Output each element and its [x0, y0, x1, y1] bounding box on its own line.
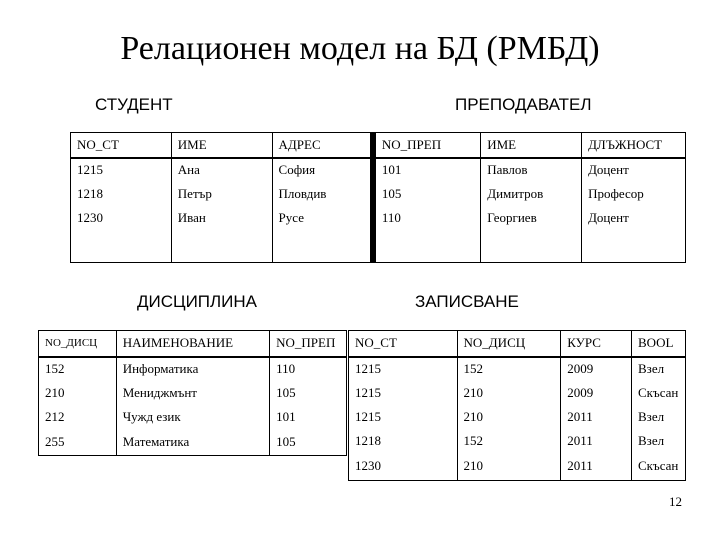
table-cell: 152	[457, 357, 561, 381]
table-cell: 1230	[71, 206, 172, 230]
top-tables	[70, 132, 686, 263]
table-row	[39, 381, 347, 405]
student-col-header: ИМЕ	[171, 133, 272, 158]
student-table-label: СТУДЕНТ	[95, 95, 173, 114]
table-header-row	[39, 331, 347, 357]
table-cell: 212	[39, 405, 117, 429]
enrollment-col-header: NO_ДИСЦ	[457, 331, 561, 357]
table-cell: 2009	[561, 357, 632, 381]
table-row	[349, 429, 686, 453]
table-row	[71, 230, 686, 263]
table-cell: Доцент	[588, 162, 629, 177]
table-cell: 110	[276, 361, 296, 376]
table-cell: Русе	[272, 206, 373, 230]
table-cell: 1218	[349, 429, 458, 453]
table-cell: Скъсан	[638, 384, 679, 400]
enrollment-table-label: ЗАПИСВАНЕ	[415, 292, 519, 311]
table-cell: София	[272, 158, 373, 182]
table-cell: Взел	[638, 361, 665, 376]
discipline-table-label: ДИСЦИПЛИНА	[137, 292, 258, 311]
table-cell: 1215	[349, 381, 458, 405]
enrollment-col-header: NO_CT	[349, 331, 458, 357]
enrollment-col-header: КУРС	[561, 331, 632, 357]
table-cell: 152	[39, 357, 117, 381]
table-cell: 1218	[71, 182, 172, 206]
table-cell: Георгиев	[481, 206, 582, 230]
teacher-col-header: ДЛЪЖНОСТ	[582, 133, 686, 158]
discipline-col-header: NO_ДИСЦ	[39, 331, 117, 357]
table-cell: 1215	[71, 158, 172, 182]
student-col-header: АДРЕС	[272, 133, 373, 158]
table-cell: 105	[276, 384, 296, 400]
table-row	[39, 405, 347, 429]
table-cell: 101	[373, 158, 481, 182]
table-cell: Мениджмънт	[116, 381, 269, 405]
teacher-col-header: NO_ПРЕП	[373, 133, 481, 158]
enrollment-col-header: BOOL	[632, 331, 686, 357]
enrollment-table	[348, 330, 686, 481]
table-cell: Иван	[171, 206, 272, 230]
table-row	[71, 158, 686, 182]
discipline-table	[38, 330, 347, 456]
table-row	[349, 453, 686, 481]
table-cell: Ана	[171, 158, 272, 182]
table-cell: Математика	[116, 429, 269, 456]
table-cell: Доцент	[588, 209, 629, 225]
discipline-col-header: НАИМЕНОВАНИЕ	[116, 331, 269, 357]
discipline-col-header: NO_ПРЕП	[270, 331, 347, 357]
table-cell: 210	[39, 381, 117, 405]
table-cell: 2011	[561, 453, 632, 481]
page-number: 12	[669, 494, 682, 509]
table-row	[39, 429, 347, 456]
teacher-col-header: ИМЕ	[481, 133, 582, 158]
table-row	[349, 381, 686, 405]
table-cell: Информатика	[116, 357, 269, 381]
table-cell: 1215	[349, 405, 458, 429]
table-cell: Пловдив	[272, 182, 373, 206]
table-cell: 2011	[561, 405, 632, 429]
table-cell: 1215	[349, 357, 458, 381]
table-row	[71, 206, 686, 230]
table-cell: 110	[373, 206, 481, 230]
table-cell: 101	[276, 408, 296, 424]
table-cell: Взел	[638, 408, 665, 424]
table-row	[39, 357, 347, 381]
table-header-row	[349, 331, 686, 357]
table-cell: 1230	[349, 453, 458, 481]
slide-title: Релационен модел на БД (РМБД)	[120, 30, 600, 67]
table-cell: Скъсан	[638, 458, 679, 474]
table-cell: 2011	[561, 429, 632, 453]
table-cell: 210	[457, 381, 561, 405]
table-cell: Професор	[588, 185, 644, 201]
table-cell: 105	[373, 182, 481, 206]
teacher-table-label: ПРЕПОДАВАТЕЛ	[455, 95, 592, 114]
table-cell: Петър	[171, 182, 272, 206]
table-cell: 152	[457, 429, 561, 453]
table-cell: 255	[39, 429, 117, 456]
student-col-header: NO_CT	[71, 133, 172, 158]
table-cell: Павлов	[481, 158, 582, 182]
table-cell: Димитров	[481, 182, 582, 206]
table-cell: 210	[457, 453, 561, 481]
table-cell: 105	[276, 433, 296, 449]
table-cell: Чужд език	[116, 405, 269, 429]
table-cell: Взел	[638, 432, 665, 448]
table-row	[349, 405, 686, 429]
table-row	[71, 182, 686, 206]
table-header-row	[71, 133, 686, 158]
table-row	[349, 357, 686, 381]
table-cell: 2009	[561, 381, 632, 405]
table-cell: 210	[457, 405, 561, 429]
